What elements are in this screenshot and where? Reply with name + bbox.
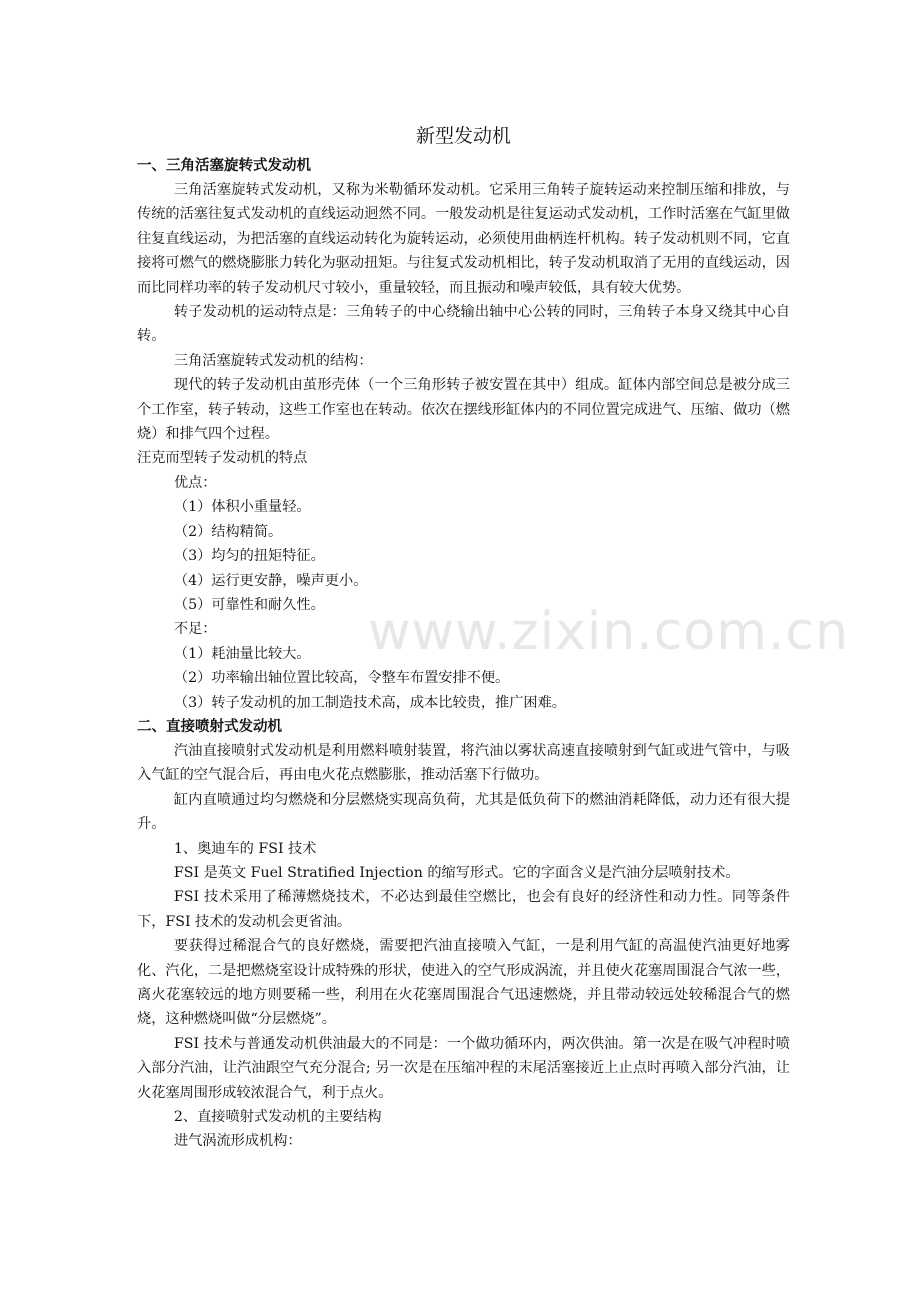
list-item: （3）均匀的扭矩特征。 — [173, 548, 325, 565]
subheading: 1、奥迪车的 FSI 技术 — [173, 840, 317, 857]
advantages-label: 优点： — [173, 474, 217, 491]
list-item: （1）体积小重量轻。 — [173, 499, 311, 516]
paragraph: 进气涡流形成机构： — [173, 1133, 302, 1150]
paragraph: 转子发动机的运动特点是：三角转子的中心绕输出轴中心公转的同时，三角转子本身又绕其中心自转。 — [137, 304, 790, 345]
list-item: （4）运行更安静，噪声更小。 — [173, 572, 368, 589]
subheading: 2、直接喷射式发动机的主要结构 — [173, 1109, 382, 1126]
list-item: （3）转子发动机的加工制造技术高，成本比较贵，推广困难。 — [173, 694, 566, 711]
disadvantages-label: 不足： — [173, 621, 217, 638]
list-item: （5）可靠性和耐久性。 — [173, 596, 325, 613]
list-item: （2）功率输出轴位置比较高，令整车布置安排不便。 — [173, 670, 510, 687]
paragraph: 三角活塞旋转式发动机，又称为米勒循环发动机。它采用三角转子旋转运动来控制压缩和排放，与传统的活塞往复式发动机的直线运动迥然不同。一般发动机是往复运动式发动机，工作时活塞在气缸里做往复直线运动，为把活塞的直线运动转化为旋转运动，必须使用曲柄连杆机构。转子发动机则不同，它直接将可燃气的燃烧膨胀力转化为驱动扭矩。与往复式发动机相比，转子发动机取消了无用的直线运动，因而比同样功率的转子发动机尺寸较小，重量较轻，而且振动和噪声较低，具有较大优势。 — [137, 182, 790, 296]
paragraph: 要获得过稀混合气的良好燃烧，需要把汽油直接喷入气缸，一是利用气缸的高温使汽油更好地雾化、汽化，二是把燃烧室设计成特殊的形状，使进入的空气形成涡流，并且使火花塞周围混合气浓一些，离火花塞较远的地方则要稀一些，利用在火花塞周围混合气迅速燃烧，并且带动较远处较稀混合气的燃烧，这种燃烧叫做“分层燃烧”。 — [137, 938, 790, 1028]
paragraph: 现代的转子发动机由茧形壳体（一个三角形转子被安置在其中）组成。缸体内部空间总是被分成三个工作室，转子转动，这些工作室也在转动。依次在摆线形缸体内的不同位置完成进气、压缩、做功（燃烧）和排气四个过程。 — [137, 377, 790, 443]
paragraph: FSI 技术采用了稀薄燃烧技术，不必达到最佳空燃比，也会有良好的经济性和动力性。同等条件下，FSI 技术的发动机会更省油。 — [137, 889, 790, 930]
section-heading: 一、三角活塞旋转式发动机 — [137, 158, 311, 174]
page-title: 新型发动机 — [415, 125, 511, 147]
section-heading: 二、直接喷射式发动机 — [137, 718, 282, 735]
features-title: 汪克而型转子发动机的特点 — [137, 450, 308, 467]
paragraph: 缸内直喷通过均匀燃烧和分层燃烧实现高负荷，尤其是低负荷下的燃油消耗降低，动力还有很大提升。 — [137, 791, 790, 833]
document-page — [137, 118, 790, 1154]
paragraph: 三角活塞旋转式发动机的结构： — [173, 352, 373, 369]
paragraph: FSI 技术与普通发动机供油最大的不同是：一个做功循环内，两次供油。第一次是在吸气冲程时喷入部分汽油，让汽油跟空气充分混合; 另一次是在压缩冲程的末尾活塞接近上止点时再喷入部分汽油，让火花塞周围形成较浓混合气，利于点火。 — [137, 1035, 790, 1101]
watermark: www.zixin.com.cn — [368, 602, 849, 662]
list-item: （1）耗油量比较大。 — [173, 645, 311, 662]
paragraph: 汽油直接喷射式发动机是利用燃料喷射装置，将汽油以雾状高速直接喷射到气缸或进气管中，与吸入气缸的空气混合后，再由电火花点燃膨胀，推动活塞下行做功。 — [137, 742, 790, 784]
paragraph: FSI 是英文 Fuel Stratified Injection 的缩写形式。它的字面含义是汽油分层喷射技术。 — [173, 864, 740, 881]
list-item: （2）结构精简。 — [173, 523, 283, 540]
